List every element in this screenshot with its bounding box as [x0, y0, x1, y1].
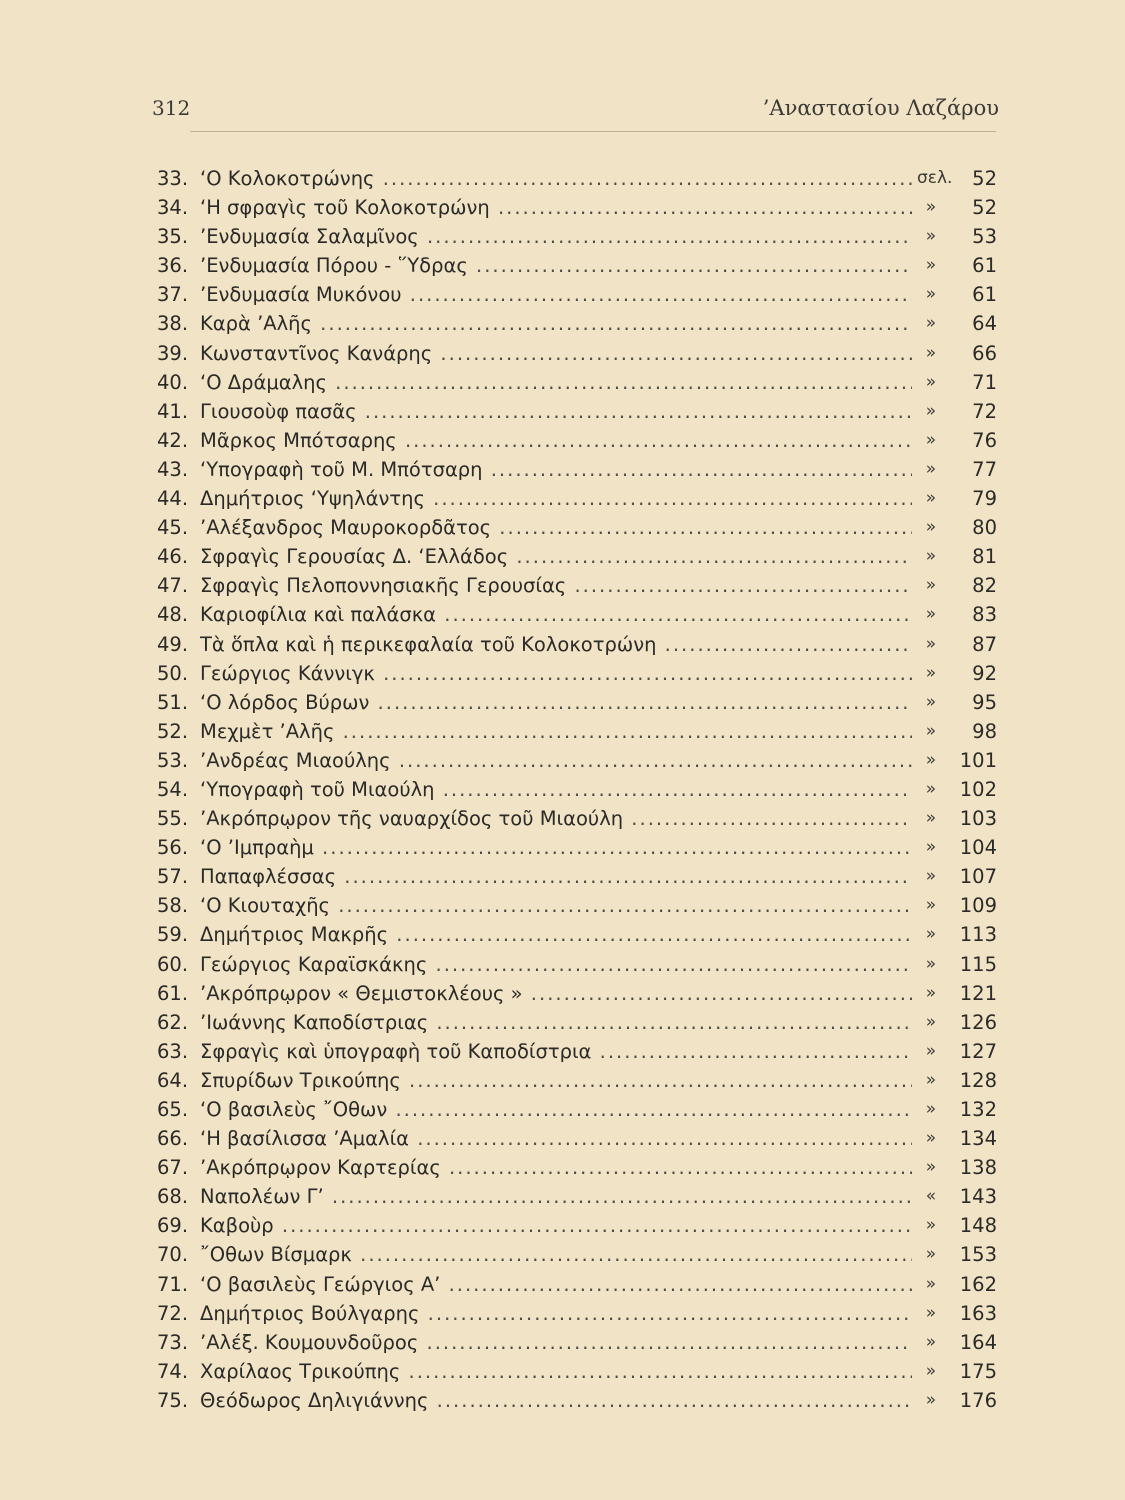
entry-title: ‘Ο Κιουταχῆς .....	[200, 891, 912, 920]
toc-entry	[157, 1182, 997, 1211]
entry-number: 58.	[157, 894, 189, 918]
entry-number: 48.	[157, 603, 189, 627]
entry-page: 52	[972, 167, 997, 190]
entry-number: 60.	[157, 952, 189, 976]
toc-entry	[157, 542, 997, 571]
page-label: »	[925, 488, 937, 509]
page-number: 312	[152, 96, 191, 120]
toc-entry	[157, 571, 997, 600]
toc-entry	[157, 397, 997, 426]
entry-page: 95	[972, 690, 997, 714]
entry-title: ’Ιωάννης Καποδίστριας .....	[200, 1008, 912, 1037]
entry-title: Γιουσοὺφ πασᾶς .....	[200, 397, 912, 426]
toc-entry	[157, 833, 997, 862]
entry-page: 82	[972, 574, 997, 598]
running-head: ’Αναστασίου Λαζάρου	[762, 96, 999, 120]
entry-page: 64	[972, 312, 997, 336]
entry-title: Σφραγὶς καὶ ὑπογραφὴ τοῦ Καποδίστρια .....	[200, 1037, 912, 1066]
page-label: »	[925, 1099, 937, 1119]
page-label: »	[925, 837, 937, 858]
toc-entry	[157, 630, 997, 659]
toc-entry	[157, 717, 997, 746]
toc-entry	[157, 688, 997, 717]
entry-number: 34.	[157, 196, 189, 220]
entry-page: 162	[959, 1272, 997, 1296]
page-label: »	[925, 342, 937, 363]
entry-number: 67.	[157, 1156, 189, 1180]
entry-title: Σφραγὶς Γερουσίας Δ. ‘Ελλάδος .....	[200, 542, 912, 571]
page-label: »	[925, 982, 937, 1003]
entry-title: ’Αλέξ. Κουμουνδοῦρος .....	[200, 1328, 912, 1357]
entry-page: 134	[959, 1127, 997, 1151]
header-rule	[190, 131, 996, 132]
entry-title: ῎Οθων Βίσμαρκ .....	[200, 1240, 912, 1269]
toc-entry	[157, 659, 997, 688]
toc-entry	[157, 251, 997, 280]
entry-page: 80	[972, 516, 997, 540]
entry-title: ’Αλέξανδρος Μαυροκορδᾶτος .....	[200, 513, 912, 542]
toc-entry	[157, 1386, 997, 1415]
entry-number: 42.	[157, 428, 189, 452]
entry-number: 50.	[157, 661, 189, 685]
entry-title: ‘Ο βασιλεὺς ῎Οθων .....	[200, 1095, 912, 1124]
illustration-index	[157, 164, 997, 1415]
page-label: »	[925, 749, 937, 770]
entry-title: ‘Ο βασιλεὺς Γεώργιος Α’ .....	[200, 1270, 912, 1299]
page-label: »	[925, 313, 937, 334]
page-label: »	[925, 1069, 937, 1090]
entry-number: 64.	[157, 1068, 189, 1092]
toc-entry	[157, 1008, 997, 1037]
page-label: »	[925, 895, 937, 916]
entry-page: 66	[972, 341, 997, 365]
entry-title: ’Ενδυμασία Πόρου - ῞Υδρας .....	[200, 251, 912, 280]
page-label: »	[925, 284, 937, 305]
entry-page: 53	[972, 225, 997, 249]
page-label: »	[925, 1157, 937, 1178]
toc-entry	[157, 979, 997, 1008]
entry-page: 61	[972, 254, 997, 278]
toc-entry	[157, 1270, 997, 1299]
page-label: »	[925, 517, 937, 538]
toc-entry	[157, 1124, 997, 1153]
entry-title: Δημήτριος Βούλγαρης .....	[200, 1299, 912, 1328]
page-label: »	[925, 1389, 937, 1410]
entry-number: 74.	[157, 1359, 189, 1383]
entry-number: 61.	[157, 981, 189, 1005]
entry-page: 79	[972, 487, 997, 511]
entry-number: 66.	[157, 1127, 189, 1151]
entry-title: Παπαφλέσσας .....	[200, 862, 912, 891]
page-label: »	[925, 458, 937, 479]
toc-entry	[157, 600, 997, 629]
toc-entry	[157, 775, 997, 804]
entry-title: Σπυρίδων Τρικούπης .....	[200, 1066, 912, 1095]
toc-entry	[157, 193, 997, 222]
entry-number: 44.	[157, 487, 189, 511]
entry-page: 76	[972, 428, 997, 452]
entry-page: 164	[959, 1330, 997, 1354]
toc-entry	[157, 1037, 997, 1066]
entry-title: ’Ενδυμασία Μυκόνου .....	[200, 280, 912, 309]
entry-number: 70.	[157, 1243, 189, 1267]
entry-number: 52.	[157, 719, 189, 743]
entry-number: 51.	[157, 690, 189, 714]
page-label: »	[925, 546, 937, 567]
entry-page: 72	[972, 399, 997, 423]
entry-title: ’Ενδυμασία Σαλαμῖνος .....	[200, 222, 912, 251]
page-label: »	[925, 633, 937, 654]
page-label: »	[925, 778, 937, 799]
toc-entry	[157, 1153, 997, 1182]
entry-number: 65.	[157, 1098, 189, 1121]
toc-entry	[157, 222, 997, 251]
entry-number: 53.	[157, 748, 189, 772]
entry-number: 59.	[157, 923, 189, 947]
entry-page: 163	[959, 1301, 997, 1325]
entry-title: ‘Ο Δράμαλης .....	[200, 368, 912, 397]
toc-entry	[157, 920, 997, 949]
toc-entry	[157, 1328, 997, 1357]
entry-title: ’Ακρόπρῳρον Καρτερίας .....	[200, 1153, 912, 1182]
page-label: »	[925, 429, 937, 450]
toc-entry	[157, 484, 997, 513]
toc-entry	[157, 1211, 997, 1240]
page-label: »	[925, 691, 937, 712]
toc-entry	[157, 1299, 997, 1328]
entry-number: 72.	[157, 1301, 189, 1325]
entry-page: 87	[972, 632, 997, 656]
toc-entry	[157, 280, 997, 309]
page-label: »	[925, 866, 937, 887]
entry-page: 153	[959, 1243, 997, 1267]
toc-entry	[157, 1066, 997, 1095]
entry-title: Καβοὺρ .....	[200, 1211, 912, 1240]
entry-number: 45.	[157, 516, 189, 540]
entry-page: 104	[959, 836, 997, 860]
page-label: «	[925, 1186, 937, 1207]
entry-number: 69.	[157, 1214, 189, 1238]
toc-entry	[157, 891, 997, 920]
entry-page: 98	[972, 719, 997, 743]
entry-number: 38.	[157, 312, 189, 336]
toc-entry	[157, 339, 997, 368]
entry-page: 138	[959, 1156, 997, 1180]
entry-title: Χαρίλαος Τρικούπης .....	[200, 1357, 912, 1386]
page-label: »	[925, 953, 937, 974]
entry-number: 37.	[157, 283, 189, 307]
entry-number: 43.	[157, 457, 189, 481]
page-label: »	[925, 1215, 937, 1236]
entry-title: ‘Η σφραγὶς τοῦ Κολοκοτρώνη .....	[200, 193, 912, 222]
entry-title: Θεόδωρος Δηλιγιάννης .....	[200, 1386, 912, 1415]
entry-page: 175	[959, 1359, 997, 1383]
page-label: »	[925, 1360, 937, 1381]
entry-number: 56.	[157, 836, 189, 860]
entry-number: 63.	[157, 1039, 189, 1063]
entry-page: 101	[959, 748, 997, 772]
entry-page: 121	[959, 981, 997, 1005]
entry-number: 71.	[157, 1272, 189, 1296]
entry-number: 41.	[157, 399, 189, 423]
toc-entry	[157, 950, 997, 979]
toc-entry	[157, 309, 997, 338]
entry-title: ‘Υπογραφὴ τοῦ Μ. Μπότσαρη .....	[200, 455, 912, 484]
entry-page: 102	[959, 777, 997, 801]
entry-title: Δημήτριος ‘Υψηλάντης .....	[200, 484, 912, 513]
page-label: »	[925, 1040, 937, 1061]
entry-number: 57.	[157, 865, 189, 889]
toc-entry	[157, 513, 997, 542]
entry-title: Γεώργιος Καραϊσκάκης .....	[200, 950, 912, 979]
entry-title: ‘Ο λόρδος Βύρων .....	[200, 688, 912, 717]
entry-title: ‘Ο ’Ιμπραὴμ .....	[200, 833, 912, 862]
toc-entry	[157, 1240, 997, 1269]
page-label: »	[925, 575, 937, 596]
entry-title: ’Ακρόπρῳρον τῆς ναυαρχίδος τοῦ Μιαούλη .....	[200, 804, 912, 833]
toc-entry	[157, 164, 997, 193]
entry-page: 71	[972, 370, 997, 394]
page-label: »	[925, 1273, 937, 1294]
toc-entry	[157, 368, 997, 397]
entry-title: Τὰ ὅπλα καὶ ἡ περικεφαλαία τοῦ Κολοκοτρώνη .....	[200, 630, 912, 659]
entry-title: Μᾶρκος Μπότσαρης .....	[200, 426, 912, 455]
entry-page: 143	[959, 1185, 997, 1209]
entry-page: 77	[972, 457, 997, 481]
page-label: »	[925, 924, 937, 945]
page-label: σελ.	[917, 168, 953, 188]
entry-title: ’Ακρόπρῳρον « Θεμιστοκλέους » .....	[200, 979, 912, 1008]
page-label: »	[925, 371, 937, 392]
page-label: »	[925, 1244, 937, 1265]
page-label: »	[925, 808, 937, 829]
page-label: »	[925, 1011, 937, 1032]
entry-number: 49.	[157, 632, 189, 656]
entry-number: 54.	[157, 777, 189, 801]
entry-title: Μεχμὲτ ’Αλῆς .....	[200, 717, 912, 746]
page-header	[152, 96, 999, 128]
toc-entry	[157, 1357, 997, 1386]
page-label: »	[925, 662, 937, 683]
entry-number: 62.	[157, 1010, 189, 1034]
entry-number: 40.	[157, 370, 189, 394]
entry-number: 39.	[157, 341, 189, 365]
entry-page: 92	[972, 661, 997, 685]
entry-number: 73.	[157, 1330, 189, 1354]
page-label: »	[925, 1128, 937, 1149]
entry-title: Ναπολέων Γ’ .....	[200, 1182, 912, 1211]
entry-title: Γεώργιος Κάννιγκ .....	[200, 659, 912, 688]
entry-page: 52	[972, 196, 997, 220]
entry-page: 113	[959, 923, 997, 947]
page-label: »	[925, 604, 937, 625]
page-label: »	[925, 255, 937, 276]
entry-page: 132	[959, 1098, 997, 1121]
page-label: »	[925, 226, 937, 247]
entry-title: Κωνσταντῖνος Κανάρης .....	[200, 339, 912, 368]
entry-number: 55.	[157, 807, 189, 831]
page-label: »	[925, 400, 937, 421]
entry-page: 126	[959, 1010, 997, 1034]
toc-entry	[157, 804, 997, 833]
entry-title: Σφραγὶς Πελοποννησιακῆς Γερουσίας .....	[200, 571, 912, 600]
toc-entry	[157, 455, 997, 484]
page-label: »	[925, 1331, 937, 1352]
entry-title: ’Ανδρέας Μιαούλης .....	[200, 746, 912, 775]
entry-page: 61	[972, 283, 997, 307]
toc-entry	[157, 1095, 997, 1124]
entry-page: 148	[959, 1214, 997, 1238]
page-label: »	[925, 1302, 937, 1323]
entry-number: 47.	[157, 574, 189, 598]
entry-title: Καρὰ ’Αλῆς .....	[200, 309, 912, 338]
entry-title: Καριοφίλια καὶ παλάσκα .....	[200, 600, 912, 629]
entry-number: 33.	[157, 167, 189, 190]
entry-number: 36.	[157, 254, 189, 278]
page-label: »	[925, 197, 937, 218]
toc-entry	[157, 426, 997, 455]
entry-page: 107	[959, 865, 997, 889]
entry-title: ‘Ο Κολοκοτρώνης .....	[200, 164, 912, 193]
entry-page: 81	[972, 545, 997, 569]
toc-entry	[157, 746, 997, 775]
entry-number: 46.	[157, 545, 189, 569]
entry-number: 68.	[157, 1185, 189, 1209]
entry-title: ‘Η βασίλισσα ’Αμαλία .....	[200, 1124, 912, 1153]
entry-title: Δημήτριος Μακρῆς .....	[200, 920, 912, 949]
entry-number: 35.	[157, 225, 189, 249]
entry-page: 176	[959, 1388, 997, 1412]
entry-page: 83	[972, 603, 997, 627]
entry-page: 128	[959, 1068, 997, 1092]
entry-number: 75.	[157, 1388, 189, 1412]
entry-title: ‘Υπογραφὴ τοῦ Μιαούλη .....	[200, 775, 912, 804]
toc-entry	[157, 862, 997, 891]
page-label: »	[925, 720, 937, 741]
entry-page: 127	[959, 1039, 997, 1063]
entry-page: 115	[959, 952, 997, 976]
entry-page: 103	[959, 807, 997, 831]
entry-page: 109	[959, 894, 997, 918]
